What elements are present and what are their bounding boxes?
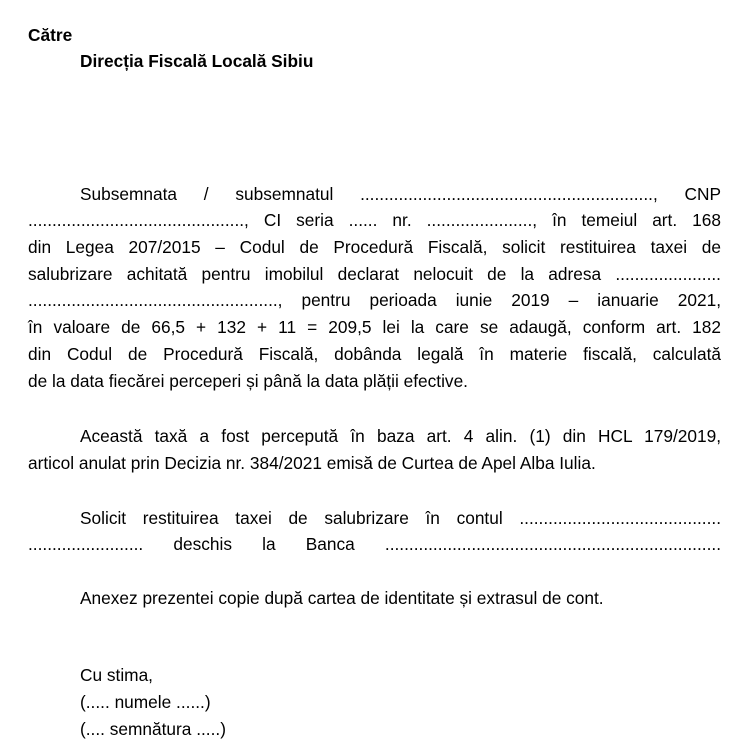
paragraph1-line: din Legea 207/2015 – Codul de Procedură Fiscală, solicit restituirea taxei de <box>28 237 721 257</box>
paragraph3-line: Solicit restituirea taxei de salubrizare în contul .......................................... <box>80 508 721 528</box>
signature-placeholder: (.... semnătura .....) <box>80 719 226 739</box>
paragraph1-line: ............................................., CI seria ...... nr. ......................, în temeiul art. 168 <box>28 210 721 230</box>
paragraph1-line: din Codul de Procedură Fiscală, dobânda legală în materie fiscală, calculată <box>28 344 721 364</box>
paragraph1-line: Subsemnata / subsemnatul ............................................................., CNP <box>80 184 721 204</box>
paragraph4-line: Anexez prezentei copie după cartea de identitate și extrasul de cont. <box>80 588 604 608</box>
paragraph2-line: Această taxă a fost percepută în baza art. 4 alin. (1) din HCL 179/2019, <box>80 426 721 446</box>
recipient-label: Către <box>28 25 73 45</box>
recipient-institution: Direcția Fiscală Locală Sibiu <box>80 51 314 71</box>
name-placeholder: (..... numele ......) <box>80 692 211 712</box>
closing-greeting: Cu stima, <box>80 665 153 685</box>
paragraph1-line: de la data fiecărei perceperi și până la data plății efective. <box>28 371 468 391</box>
paragraph1-line: ...................................................., pentru perioada iunie 2019 – ianuarie 2021, <box>28 290 721 310</box>
paragraph2-line: articol anulat prin Decizia nr. 384/2021 emisă de Curtea de Apel Alba Iulia. <box>28 453 596 473</box>
paragraph3-line: ........................ deschis la Banca ...................................................................... <box>28 534 721 554</box>
paragraph1-line: în valoare de 66,5 + 132 + 11 = 209,5 lei la care se adaugă, conform art. 182 <box>28 317 721 337</box>
paragraph1-line: salubrizare achitată pentru imobilul declarat nelocuit de la adresa ...................... <box>28 264 721 284</box>
